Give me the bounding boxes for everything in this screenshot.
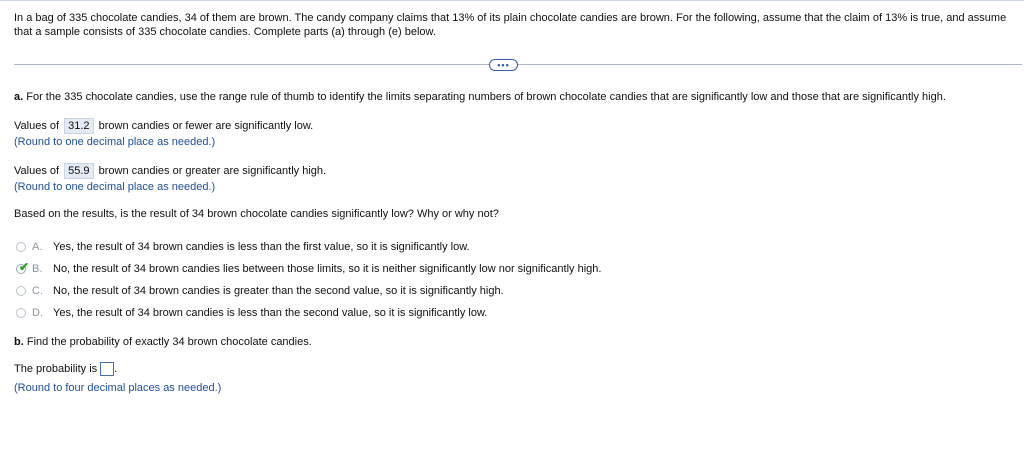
part-a-question [14,91,946,103]
option-letter: B. [32,263,43,275]
option-b[interactable] [16,261,601,277]
probability-prefix: The probability is [14,362,98,375]
high-limit-suffix: brown candies or greater are significantly high. [98,165,327,177]
checkmark-icon: ✔ [19,260,30,274]
option-text: Yes, the result of 34 brown candies is less than the second value, so it is significantly low. [53,307,488,319]
low-limit-prefix: Values of [14,120,60,132]
low-limit-suffix: brown candies or fewer are significantly low. [98,120,314,132]
low-limit-answer[interactable]: 31.2 [64,118,93,134]
problem-statement: In a bag of 335 chocolate candies, 34 of them are brown. The candy company claims that 13% of its plain chocolate candies are brown. For the following, assume that the claim of 13% is true, and assume that a sample consists of 335 chocolate candies. Complete parts (a) through (e) below. [14,12,1007,38]
part-b-label: b. [14,336,24,348]
top-border [0,0,1024,1]
option-d[interactable] [16,305,487,321]
option-a[interactable] [16,239,470,255]
probability-row [14,362,117,376]
followup-question: Based on the results, is the result of 34 brown chocolate candies significantly low? Why or why not? [14,208,499,220]
expand-more-button[interactable]: ••• [489,59,518,71]
part-b-question [14,336,312,348]
option-text: No, the result of 34 brown candies lies between those limits, so it is neither significantly low nor significantly high. [53,263,602,275]
radio-button[interactable] [16,308,26,318]
radio-button-selected[interactable] [16,260,30,274]
part-a-label: a. [14,91,24,103]
radio-button[interactable] [16,242,26,252]
option-text: No, the result of 34 brown candies is greater than the second value, so it is significantly high. [53,285,504,297]
probability-hint: (Round to four decimal places as needed.) [14,382,222,394]
section-divider [14,64,1022,65]
low-limit-row [14,118,313,134]
high-limit-row [14,163,326,179]
probability-input[interactable] [100,362,114,376]
probability-suffix: . [114,362,118,375]
option-text: Yes, the result of 34 brown candies is less than the first value, so it is significantly low. [53,241,470,253]
part-b-question-text: Find the probability of exactly 34 brown chocolate candies. [26,336,312,348]
radio-button[interactable] [16,286,26,296]
low-limit-hint: (Round to one decimal place as needed.) [14,136,216,148]
option-letter: A. [32,241,43,253]
high-limit-prefix: Values of [14,165,60,177]
part-a-question-text: For the 335 chocolate candies, use the range rule of thumb to identify the limits separating numbers of brown chocolate candies that are significantly low and those that are significantly high. [26,91,946,103]
option-letter: C. [32,285,43,297]
high-limit-answer[interactable]: 55.9 [64,163,93,179]
option-letter: D. [32,307,43,319]
option-c[interactable] [16,283,504,299]
high-limit-hint: (Round to one decimal place as needed.) [14,181,216,193]
